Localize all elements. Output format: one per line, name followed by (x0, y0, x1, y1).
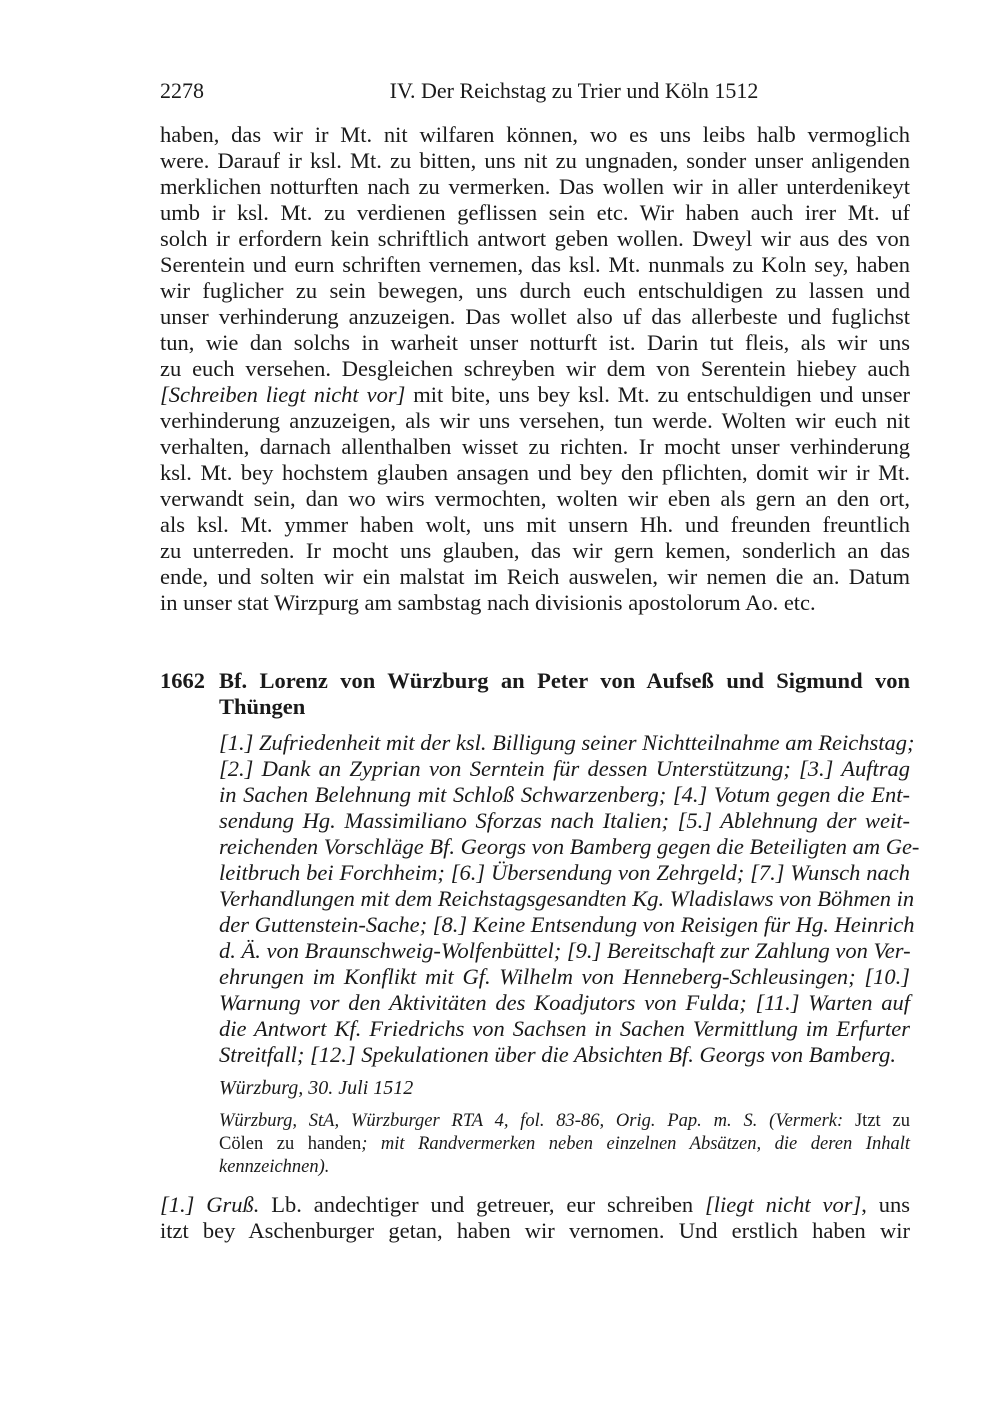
page-number: 2278 (160, 78, 204, 103)
body-line: zu euch versehen. Desgleichen schreyben wir dem von Serentein hiebey auch (160, 356, 910, 381)
page-header (160, 78, 910, 108)
regest-line: [1.] Zufriedenheit mit der ksl. Billigung seiner Nichtteilnahme am Reichstag; (219, 730, 915, 755)
regest-line: [2.] Dank an Zyprian von Serntein für dessen Unterstützung; [3.] Auftrag (219, 756, 910, 781)
source-line (219, 1133, 910, 1155)
editorial-note: [Schreiben liegt nicht vor] (160, 382, 406, 407)
source-note: Cölen zu handen (219, 1134, 362, 1154)
body-line: unser verhinderung anzuzeigen. Das wollet also uf das allerbeste und fuglichst (160, 304, 910, 329)
body-line: Serentein und eurn schriften vernemen, das ksl. Mt. nunmals zu Koln sey, haben (160, 252, 910, 277)
body-text-span: mit bite, uns bey ksl. Mt. zu entschuldigen und unser (405, 382, 910, 407)
body-line: zu unterreden. Ir mocht uns glauben, das wir gern kemen, sonderlich an das (160, 538, 910, 563)
regest-line: Warnung vor den Aktivitäten des Koadjutors von Fulda; [11.] Warten auf (219, 990, 910, 1015)
letter-text-span: Lb. andechtiger und getreuer, eur schreiben (259, 1192, 706, 1217)
body-line: ende, und solten wir ein malstat im Reich auswelen, wir nemen die an. Datum (160, 564, 910, 589)
body-line: in unser stat Wirzpurg am sambstag nach divisionis apostolorum Ao. etc. (160, 590, 816, 615)
body-line (160, 382, 910, 408)
regest-line: die Antwort Kf. Friedrichs von Sachsen in Sachen Vermittlung im Erfurter (219, 1016, 910, 1041)
editorial-note: [liegt nicht vor] (705, 1192, 862, 1217)
source-line: kennzeichnen). (219, 1157, 330, 1177)
regest-line: reichenden Vorschläge Bf. Georgs von Bamberg gegen die Beteiligten am Ge- (219, 834, 920, 859)
body-line: solch ir erfordern kein schriftlich antwort geben wollen. Dweyl wir aus des von (160, 226, 910, 251)
body-line: haben, das wir ir Mt. nit wilfaren können, wo es uns leibs halb vermoglich (160, 122, 910, 147)
source-text: ; mit Randvermerken neben einzelnen Absätzen, die deren Inhalt (361, 1134, 910, 1154)
body-line: merklichen notturften nach zu vermerken. Das wollen wir in aller unterdenikeyt (160, 174, 910, 199)
body-line: verhinderung anzuzeigen, als wir uns versehen, tun werde. Wolten wir euch nit (160, 408, 910, 433)
body-line: umb ir ksl. Mt. zu verdienen geflissen sein etc. Wir haben auch irer Mt. uf (160, 200, 910, 225)
body-line: wir fuglicher zu sein bewegen, uns durch euch entschuldigen zu lassen und (160, 278, 910, 303)
body-line: verwandt sein, dan wo wirs vermochten, wolten wir eben als gern an den ort, (160, 486, 910, 511)
body-line: als ksl. Mt. ymmer haben wolt, uns mit unsern Hh. und freunden freuntlich (160, 512, 910, 537)
body-line: verhalten, darnach allenthalben wisset zu richten. Ir mocht unser verhinderung (160, 434, 910, 459)
regest-line: Verhandlungen mit dem Reichstagsgesandten Kg. Wladislaws von Böhmen in (219, 886, 915, 911)
letter-line (160, 1192, 910, 1218)
body-line: ksl. Mt. bey hochstem glauben ansagen und bey den pflichten, domit wir ir Mt. (160, 460, 910, 485)
date-place: Würzburg, 30. Juli 1512 (219, 1077, 414, 1099)
regest-line: in Sachen Belehnung mit Schloß Schwarzenberg; [4.] Votum gegen die Ent- (219, 782, 910, 807)
regest-line: sendung Hg. Massimiliano Sforzas nach Italien; [5.] Ablehnung der weit- (219, 808, 910, 833)
letter-line: itzt bey Aschenburger getan, haben wir vernomen. Und erstlich haben wir (160, 1218, 910, 1243)
letter-text-span: , uns (861, 1192, 910, 1217)
regest-line: leitbruch bei Forchheim; [6.] Übersendung von Zehrgeld; [7.] Wunsch nach (219, 860, 910, 885)
source-note: Jtzt zu (843, 1111, 910, 1131)
regest-line: Streitfall; [12.] Spekulationen über die Absichten Bf. Georgs von Bamberg. (219, 1042, 896, 1067)
source-text: Würzburg, StA, Würzburger RTA 4, fol. 83-86, Orig. Pap. m. S. (Vermerk: (219, 1111, 844, 1131)
regest-line: ehrungen im Konflikt mit Gf. Wilhelm von Henneberg-Schleusingen; [10.] (219, 964, 910, 989)
regest-line: der Guttenstein-Sache; [8.] Keine Entsendung von Reisigen für Hg. Heinrich (219, 912, 915, 937)
regest-line: d. Ä. von Braunschweig-Wolfenbüttel; [9.] Bereitschaft zur Zahlung von Ver- (219, 938, 911, 963)
running-title: IV. Der Reichstag zu Trier und Köln 1512 (389, 78, 759, 103)
source-line (219, 1110, 910, 1132)
document-title: Bf. Lorenz von Würzburg an Peter von Aufseß und Sigmund von (219, 668, 910, 693)
body-line: were. Darauf ir ksl. Mt. zu bitten, uns nit zu ungnaden, sonder unser anligenden (160, 148, 910, 173)
document-title: Thüngen (219, 694, 306, 719)
section-label: [1.] Gruß. (160, 1192, 260, 1217)
body-line: tun, wie dan solchs in warheit unser notturft ist. Darin tut fleis, als wir uns (160, 330, 910, 355)
document-number: 1662 (160, 668, 205, 693)
